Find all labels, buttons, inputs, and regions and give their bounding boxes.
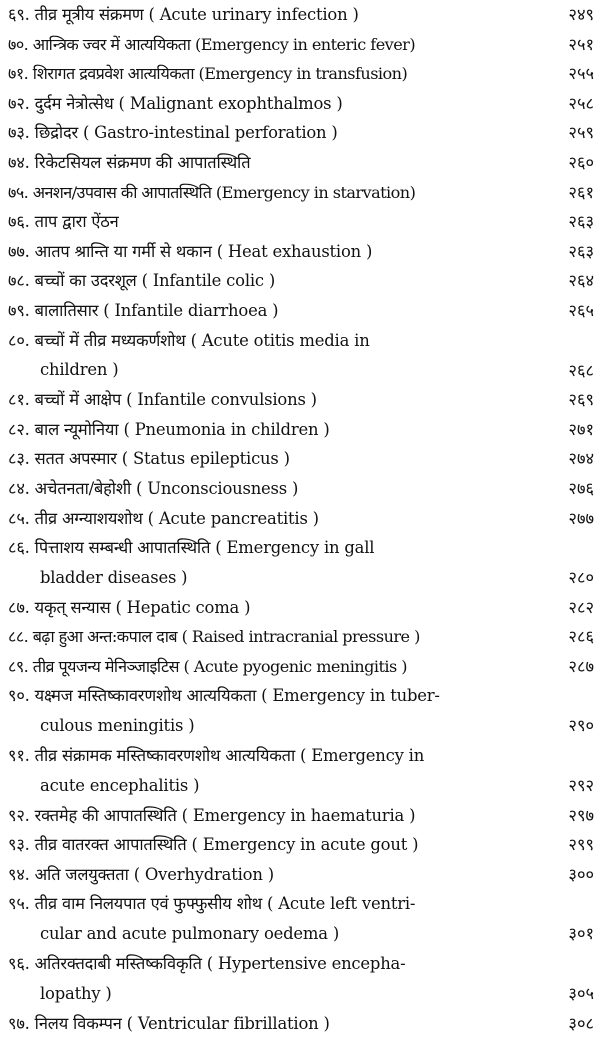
entry-page-number: २९७ (568, 805, 594, 825)
entry-title-continuation: acute encephalitis ) (40, 775, 200, 795)
entry-title: ९४. अति जलयुक्तता ( Overhydration ) (8, 864, 274, 884)
entry-page-number: २९२ (568, 776, 594, 796)
entry-title: ७३. छिद्रोदर ( Gastro-intestinal perforation ) (8, 123, 338, 143)
entry-title: ७१. शिरागत द्रवप्रवेश आत्ययिकता (Emergency in transfusion) (8, 64, 408, 84)
entry-page-number: २६९ (568, 390, 594, 410)
entry-page-number: २८० (568, 568, 594, 588)
entry-title-continuation: culous meningitis ) (40, 716, 195, 736)
entry-page-number: २६१ (568, 182, 594, 202)
toc-entry (8, 741, 594, 801)
entry-title: ७६. ताप द्वारा ऐंठन (8, 212, 119, 232)
entry-title: ८०. बच्चों में तीव्र मध्यकर्णशोथ ( Acute otitis media in (8, 330, 370, 350)
entry-title: ८५. तीव्र अग्न्याशयशोथ ( Acute pancreatitis ) (8, 508, 319, 528)
toc-entry (8, 385, 594, 415)
entry-title: ९०. यक्ष्मज मस्तिष्कावरणशोथ आत्ययिकता ( Emergency in tuber- (8, 686, 440, 706)
toc-entry (8, 504, 594, 534)
toc-entry (8, 89, 594, 119)
toc-entry (8, 1009, 594, 1039)
entry-page-number: २६३ (568, 212, 594, 232)
entry-page-number: २६४ (568, 271, 594, 291)
entry-title: ७४. रिकेटसियल संक्रमण की आपातस्थिति (8, 152, 251, 172)
entry-page-number: २९० (568, 716, 594, 736)
toc-entry (8, 801, 594, 831)
entry-title: ९६. अतिरक्तदाबी मस्तिष्कविकृति ( Hypertensive encepha- (8, 954, 406, 974)
entry-page-number: २६३ (568, 241, 594, 261)
entry-title-continuation: lopathy ) (40, 983, 112, 1003)
entry-page-number: २७४ (568, 449, 594, 469)
toc-entry (8, 889, 594, 949)
entry-title: ७५. अनशन/उपवास की आपातस्थिति (Emergency in starvation) (8, 182, 416, 202)
toc-entry (8, 118, 594, 148)
toc-entry (8, 326, 594, 386)
entry-title: ८२. बाल न्यूमोनिया ( Pneumonia in children ) (8, 419, 330, 439)
toc-entry (8, 444, 594, 474)
entry-page-number: २५८ (568, 93, 594, 113)
toc-entry (8, 415, 594, 445)
toc-entry (8, 622, 594, 652)
entry-title-continuation: children ) (40, 360, 119, 380)
entry-page-number: ३०० (568, 864, 594, 884)
toc-entry (8, 178, 594, 208)
entry-page-number: २६८ (568, 360, 594, 380)
toc-entry (8, 681, 594, 741)
entry-page-number: २५९ (568, 123, 594, 143)
entry-title: ६९. तीव्र मूत्रीय संक्रमण ( Acute urinary infection ) (8, 5, 359, 24)
entry-page-number: २५५ (568, 64, 594, 84)
entry-title: ९१. तीव्र संक्रामक मस्तिष्कावरणशोथ आत्ययिकता ( Emergency in (8, 746, 425, 766)
entry-title: ८९. तीव्र पूयजन्य मेनिञ्जाइटिस ( Acute pyogenic meningitis ) (8, 656, 407, 676)
entry-page-number: २९९ (568, 835, 594, 855)
toc-entry (8, 949, 594, 1009)
entry-page-number: २८२ (568, 597, 594, 617)
entry-page-number: ३०५ (568, 984, 594, 1004)
entry-page-number: २७१ (568, 419, 594, 439)
toc-entry (8, 59, 594, 89)
toc-entry (8, 30, 594, 60)
entry-title: ७७. आतप श्रान्ति या गर्मी से थकान ( Heat exhaustion ) (8, 241, 373, 261)
toc-entry (8, 207, 594, 237)
entry-page-number: २४९ (568, 5, 594, 24)
entry-page-number: ३०८ (568, 1013, 594, 1033)
entry-title-continuation: cular and acute pulmonary oedema ) (40, 924, 340, 944)
entry-page-number: २७७ (568, 508, 594, 528)
entry-title: ८७. यकृत् सन्यास ( Hepatic coma ) (8, 597, 251, 617)
entry-title: ७९. बालातिसार ( Infantile diarrhoea ) (8, 300, 279, 320)
toc-entry (8, 860, 594, 890)
entry-title: ८३. सतत अपस्मार ( Status epilepticus ) (8, 449, 290, 469)
toc-entry (8, 266, 594, 296)
toc-entry (8, 474, 594, 504)
toc-entry (8, 593, 594, 623)
toc-entry (8, 533, 594, 593)
entry-title: ८१. बच्चों में आक्षेप ( Infantile convulsions ) (8, 390, 317, 410)
entry-page-number: २५१ (568, 34, 594, 54)
entry-title: ९५. तीव्र वाम निलयपात एवं फुफ्फुसीय शोथ ( Acute left ventri- (8, 894, 416, 914)
entry-page-number: २७६ (568, 478, 594, 498)
toc-entry (8, 830, 594, 860)
entry-title: ७८. बच्चों का उदरशूल ( Infantile colic ) (8, 271, 276, 291)
entry-title: ७०. आन्त्रिक ज्वर में आत्ययिकता (Emergency in enteric fever) (8, 34, 416, 54)
toc-entry (8, 296, 594, 326)
toc-entry (8, 0, 594, 30)
toc-entry (8, 237, 594, 267)
entry-page-number: २६० (568, 152, 594, 172)
entry-title: ८८. बढ़ा हुआ अन्त:कपाल दाब ( Raised intracranial pressure ) (8, 627, 420, 647)
entry-title: ८४. अचेतनता/बेहोशी ( Unconsciousness ) (8, 478, 299, 498)
entry-title: ८६. पित्ताशय सम्बन्धी आपातस्थिति ( Emergency in gall (8, 538, 375, 558)
entry-page-number: २८६ (568, 627, 594, 647)
toc-entry (8, 148, 594, 178)
entry-title-continuation: bladder diseases ) (40, 567, 188, 587)
toc-entry (8, 652, 594, 682)
entry-title: ९२. रक्तमेह की आपातस्थिति ( Emergency in haematuria ) (8, 805, 416, 825)
entry-page-number: २६५ (568, 300, 594, 320)
entry-title: ९७. निलय विकम्पन ( Ventricular fibrillation ) (8, 1013, 330, 1033)
entry-page-number: ३०१ (568, 924, 594, 944)
entry-title: ९३. तीव्र वातरक्त आपातस्थिति ( Emergency in acute gout ) (8, 835, 419, 855)
entry-title: ७२. दुर्दम नेत्रोत्सेध ( Malignant exophthalmos ) (8, 93, 343, 113)
entry-page-number: २८७ (568, 656, 594, 676)
